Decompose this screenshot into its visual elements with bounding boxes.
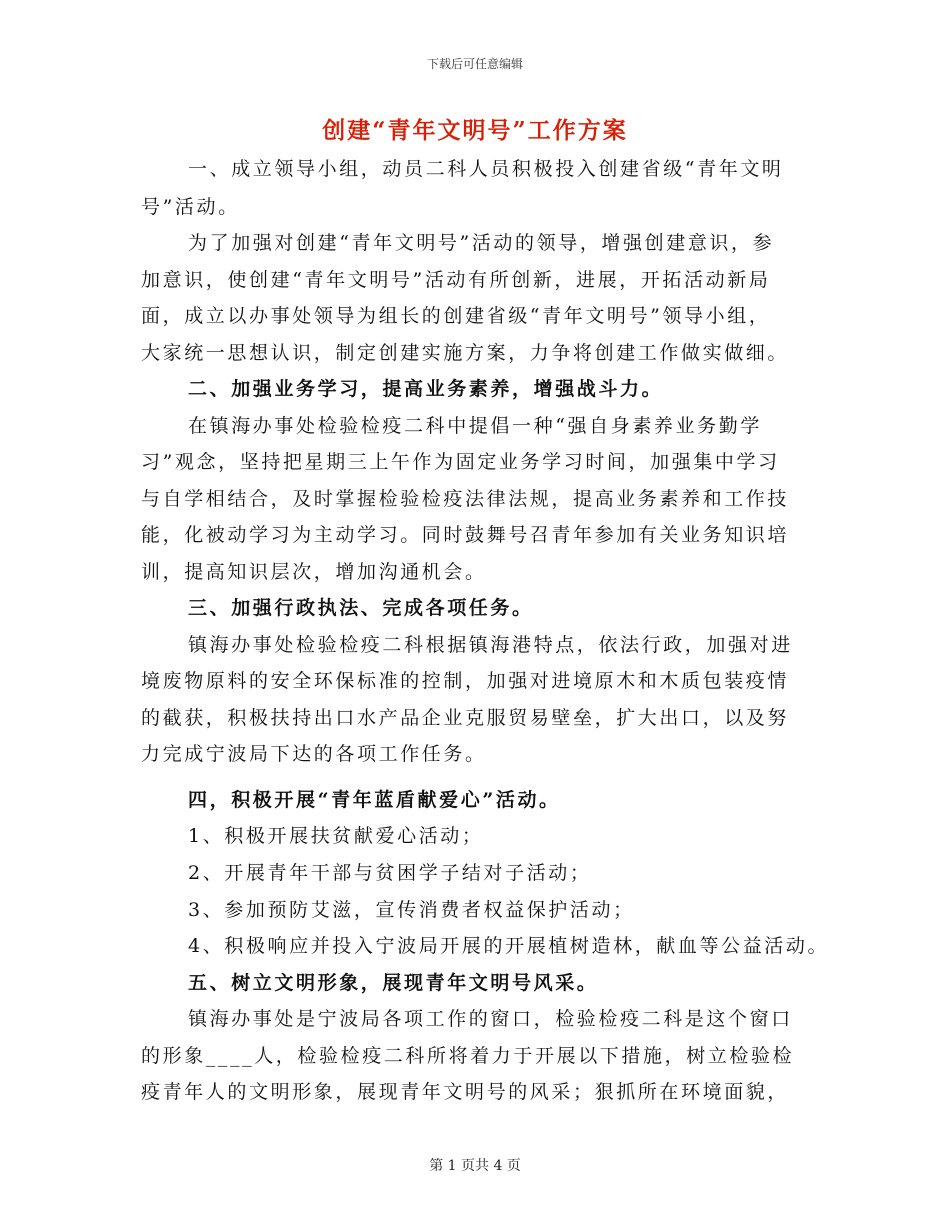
text-line: 境废物原料的安全环保标准的控制，加强对进境原木和木质包装疫情 (141, 670, 790, 692)
text-line: 习”观念，坚持把星期三上午作为固定业务学习时间，加强集中学习 (141, 451, 780, 473)
section-heading: 四，积极开展“青年蓝盾献爱心”活动。 (188, 789, 561, 811)
text-line: 大家统一思想认识，制定创建实施方案，力争将创建工作做实做细。 (141, 342, 790, 364)
page-number: 第 1 页共 4 页 (429, 1158, 521, 1174)
text-line: 疫青年人的文明形象，展现青年文明号的风采；狠抓所在环境面貌， (141, 1081, 790, 1103)
text-line: 加意识，使创建“青年文明号”活动有所创新，进展，开拓活动新局 (141, 269, 771, 291)
section-heading: 五、树立文明形象，展现青年文明号风采。 (188, 972, 599, 994)
text-line: 与自学相结合，及时掌握检验检疫法律法规，提高业务素养和工作技 (141, 488, 790, 510)
text-line: 一、成立领导小组，动员二科人员积极投入创建省级“青年文明 (188, 158, 784, 180)
section-heading: 二、加强业务学习，提高业务素养，增强战斗力。 (188, 378, 664, 400)
text-line: 号”活动。 (141, 196, 240, 218)
list-item: 1、积极开展扶贫献爱心活动； (188, 825, 484, 847)
section-heading: 三、加强行政执法、完成各项任务。 (188, 597, 534, 619)
text-line: 能，化被动学习为主动学习。同时鼓舞号召青年参加有关业务知识培 (141, 524, 790, 546)
text-line: 镇海办事处是宁波局各项工作的窗口，检验检疫二科是这个窗口 (188, 1008, 793, 1030)
document-title: 创建“青年文明号”工作方案 (322, 117, 628, 144)
page-header-note: 下载后可任意编辑 (426, 57, 523, 71)
list-item: 3、参加预防艾滋，宣传消费者权益保护活动； (188, 899, 635, 921)
text-line: 的截获，积极扶持出口水产品企业克服贸易壁垒，扩大出口，以及努 (141, 707, 790, 729)
text-line: 训，提高知识层次，增加沟通机会。 (141, 561, 487, 583)
text-line: 面，成立以办事处领导为组长的创建省级“青年文明号”领导小组， (141, 305, 771, 327)
text-line: 为了加强对创建“青年文明号”活动的领导，增强创建意识，参 (188, 232, 775, 254)
text-line: 镇海办事处检验检疫二科根据镇海港特点，依法行政，加强对进 (188, 634, 793, 656)
list-item: 2、开展青年干部与贫困学子结对子活动； (188, 862, 592, 884)
text-line: 的形象____人，检验检疫二科所将着力于开展以下措施，树立检验检 (141, 1045, 795, 1067)
list-item: 4、积极响应并投入宁波局开展的开展植树造林，献血等公益活动。 (188, 935, 830, 957)
text-line: 在镇海办事处检验检疫二科中提倡一种“强自身素养业务勤学 (188, 415, 762, 437)
text-line: 力完成宁波局下达的各项工作任务。 (141, 743, 487, 765)
